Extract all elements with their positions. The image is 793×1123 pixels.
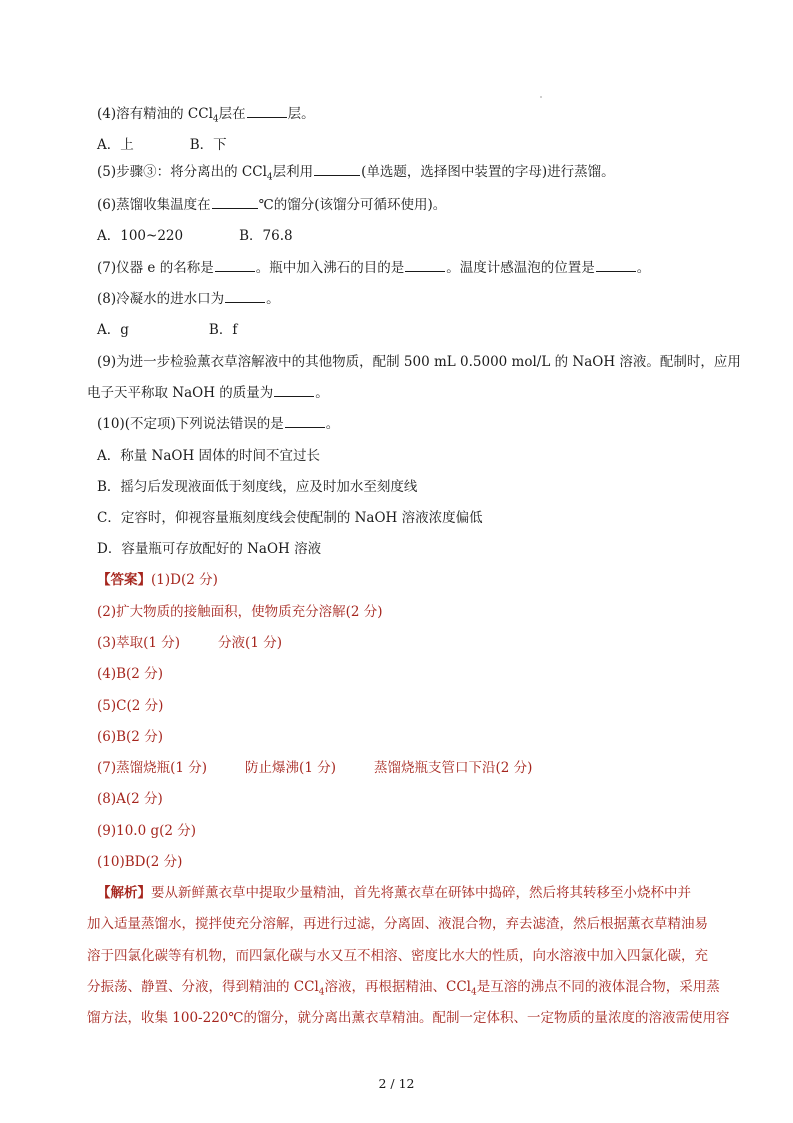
answer-7: (7)蒸馏烧瓶(1 分) 防止爆沸(1 分) 蒸馏烧瓶支管口下沿(2 分)	[97, 760, 533, 776]
answer-2: (2)扩大物质的接触面积，使物质充分溶解(2 分)	[97, 604, 383, 620]
option-a: A．上	[97, 137, 134, 153]
answer-10: (10)BD(2 分)	[97, 854, 183, 870]
answer-5: (5)C(2 分)	[97, 698, 164, 714]
question-9-line-1: (9)为进一步检验薰衣草溶解液中的其他物质，配制 500 mL 0.5000 mol/L 的 NaOH 溶液。配制时，应用	[97, 354, 741, 370]
answer-8: (8)A(2 分)	[97, 791, 163, 807]
answer-blank	[212, 196, 258, 209]
scan-speck	[540, 96, 542, 98]
question-8-options	[97, 320, 237, 340]
question-6-options	[97, 226, 293, 246]
option-a: A．100~220	[97, 228, 184, 244]
question-10-option-a: A．称量 NaOH 固体的时间不宜过长	[97, 448, 321, 464]
answer-6: (6)B(2 分)	[97, 729, 163, 745]
option-b: B．f	[208, 322, 238, 338]
answer-1: 【答案】(1)D(2 分)	[97, 572, 218, 588]
question-7-stem: (7)仪器 e 的名称是 。瓶中加入沸石的目的是 。温度计感温泡的位置是 。	[97, 260, 651, 276]
answer-blank	[225, 290, 265, 303]
question-5-stem: (5)步骤③：将分离出的 CCl$_4$层利用 (单选题，选择图中装置的字母)进行蒸馏。	[97, 164, 615, 183]
answer-blank	[247, 105, 287, 118]
question-10-option-b: B．摇匀后发现液面低于刻度线，应及时加水至刻度线	[97, 479, 418, 495]
answer-blank	[596, 259, 636, 272]
question-10-option-c: C．定容时，仰视容量瓶刻度线会使配制的 NaOH 溶液浓度偏低	[97, 510, 483, 526]
option-a: A．g	[97, 322, 129, 338]
question-10-option-d: D．容量瓶可存放配好的 NaOH 溶液	[97, 541, 322, 557]
answer-blank	[215, 259, 255, 272]
analysis-line-2: 加入适量蒸馏水，搅拌使充分溶解，再进行过滤，分离固、液混合物，弃去滤渣，然后根据薰衣草精油易	[87, 916, 708, 932]
option-b: B．76.8	[239, 228, 293, 244]
answer-blank	[285, 415, 325, 428]
question-4-options	[97, 135, 227, 155]
question-9-line-2: 电子天平称取 NaOH 的质量为 。	[87, 385, 329, 401]
answer-tag: 【答案】	[97, 572, 151, 588]
analysis-line-1: 【解析】要从新鲜薰衣草中提取少量精油，首先将薰衣草在研钵中捣碎，然后将其转移至小烧杯中并	[97, 885, 691, 901]
analysis-tag: 【解析】	[97, 885, 151, 901]
option-b: B．下	[189, 137, 227, 153]
question-4-stem: (4)溶有精油的 CCl$_4$层在 层。	[97, 106, 315, 125]
answer-blank	[405, 259, 445, 272]
question-6-stem: (6)蒸馏收集温度在 ℃的馏分(该馏分可循环使用)。	[97, 197, 447, 213]
analysis-line-3: 溶于四氯化碳等有机物，而四氯化碳与水又互不相溶、密度比水大的性质，向水溶液中加入四氯化碳，充	[87, 948, 708, 964]
answer-3: (3)萃取(1 分) 分液(1 分)	[97, 635, 282, 651]
analysis-line-5: 馏方法，收集 100-220℃的馏分，就分离出薰衣草精油。配制一定体积、一定物质的量浓度的溶液需使用容	[87, 1010, 730, 1026]
analysis-line-4: 分振荡、静置、分液，得到精油的 CCl$_4$溶液，再根据精油、CCl$_4$是互溶的沸点不同的液体混合物，采用蒸	[87, 979, 720, 998]
answer-4: (4)B(2 分)	[97, 666, 163, 682]
answer-blank	[314, 163, 360, 176]
question-10-stem: (10)(不定项)下列说法错误的是 。	[97, 416, 340, 432]
answer-9: (9)10.0 g(2 分)	[97, 823, 197, 839]
page-number: 2 / 12	[378, 1076, 415, 1091]
question-8-stem: (8)冷凝水的进水口为 。	[97, 291, 280, 307]
answer-blank	[274, 384, 314, 397]
